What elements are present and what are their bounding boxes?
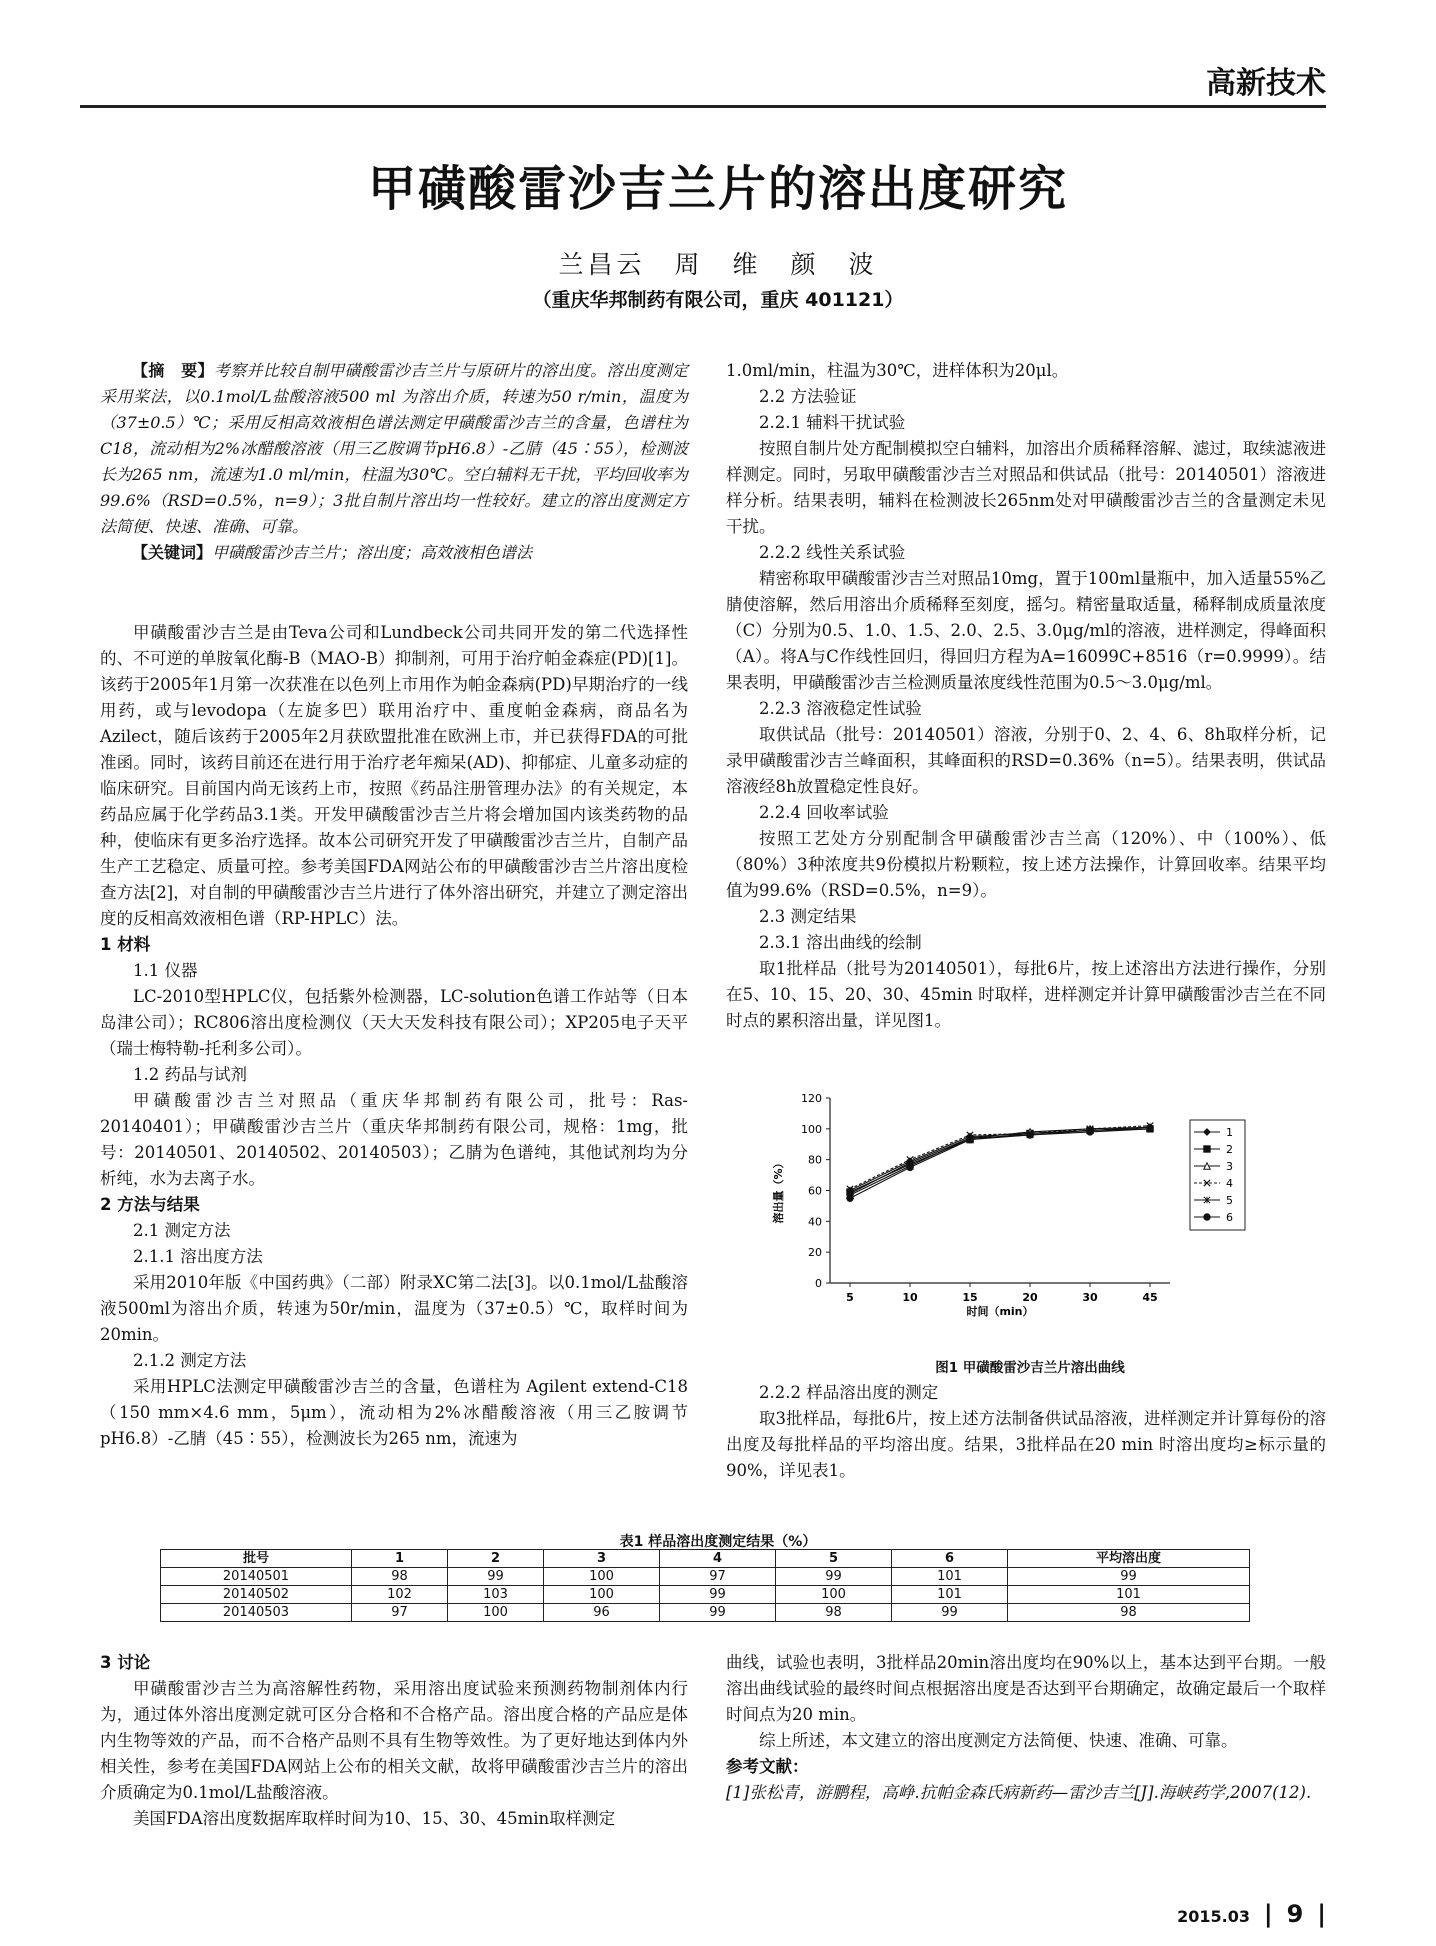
table-caption: 表1 样品溶出度测定结果（%） xyxy=(619,1534,817,1550)
footer-divider: | xyxy=(1308,1900,1326,1928)
table-cell: 20140502 xyxy=(161,1586,352,1604)
table-cell: 20140501 xyxy=(161,1568,352,1586)
table-header-cell: 4 xyxy=(660,1550,776,1568)
issue-date: 2015.03 xyxy=(1177,1907,1250,1926)
data-point xyxy=(1087,1129,1093,1135)
table-cell: 99 xyxy=(448,1568,544,1586)
discussion-left xyxy=(100,1650,688,1832)
page-number: 9 xyxy=(1286,1900,1304,1928)
legend-label: 5 xyxy=(1226,1194,1233,1207)
legend-label: 6 xyxy=(1226,1211,1233,1224)
table-header-cell: 2 xyxy=(448,1550,544,1568)
paragraph-continued: 1.0ml/min，柱温为30℃，进样体积为20μl。 xyxy=(726,361,1069,380)
table-cell: 100 xyxy=(544,1568,660,1586)
reagents-paragraph: 甲磺酸雷沙吉兰对照品（重庆华邦制药有限公司，批号：Ras-20140401）；甲磺酸雷沙吉兰片（重庆华邦制药有限公司，规格：1mg，批号：20140501、20140502、20140503）；乙腈为色谱纯，其他试剂均为分析纯，水为去离子水。 xyxy=(100,1091,688,1188)
results-table xyxy=(160,1549,1250,1622)
footer-divider: | xyxy=(1255,1900,1282,1928)
left-column xyxy=(100,620,688,1452)
table-cell: 99 xyxy=(776,1568,892,1586)
discussion-paragraph-3: 曲线，试验也表明，3批样品20min溶出度均在90%以上，基本达到平台期。一般溶出曲线试验的最终时间点根据溶出度是否达到平台期确定，故确定最后一个取样时间点为20 min。 xyxy=(726,1653,1326,1724)
heading-2-2-4: 2.2.4 回收率试验 xyxy=(759,803,889,822)
table-cell: 101 xyxy=(892,1586,1008,1604)
legend-label: 3 xyxy=(1226,1160,1233,1173)
paragraph-2-2-3: 取供试品（批号：20140501）溶液，分别于0、2、4、6、8h取样分析，记录甲磺酸雷沙吉兰峰面积，其峰面积的RSD=0.36%（n=5）。结果表明，供试品溶液经8h放置稳定性良好。 xyxy=(726,725,1326,796)
table-cell: 20140503 xyxy=(161,1604,352,1622)
heading-2-1-2: 2.1.2 测定方法 xyxy=(133,1351,247,1370)
table-cell: 98 xyxy=(776,1604,892,1622)
table-cell: 100 xyxy=(544,1586,660,1604)
table-header-cell: 1 xyxy=(352,1550,448,1568)
x-axis-label: 时间（min） xyxy=(966,1305,1034,1318)
x-tick-label: 10 xyxy=(902,1291,918,1304)
data-point xyxy=(1204,1214,1210,1220)
table-cell: 99 xyxy=(892,1604,1008,1622)
right-column xyxy=(726,358,1326,1034)
reference-1: [1]张松青，游鹏程，高峥.抗帕金森氏病新药—雷沙吉兰[J].海峡药学,2007(12). xyxy=(726,1783,1312,1802)
table-row xyxy=(161,1604,1250,1622)
abstract-block xyxy=(100,358,688,566)
paragraph-2-2-4: 按照工艺处方分别配制含甲磺酸雷沙吉兰高（120%）、中（100%）、低（80%）3种浓度共9份模拟片粉颗粒，按上述方法操作，计算回收率。结果平均值为99.6%（RSD=0.5%，n=9）。 xyxy=(726,829,1326,900)
y-tick-label: 20 xyxy=(808,1246,822,1260)
data-point xyxy=(1204,1146,1210,1152)
heading-2-1: 2.1 测定方法 xyxy=(133,1221,231,1240)
table-cell: 97 xyxy=(352,1604,448,1622)
x-tick-label: 5 xyxy=(846,1291,854,1304)
paragraph-2-2-1: 按照自制片处方配制模拟空白辅料，加溶出介质稀释溶解、滤过，取续滤液进样测定。同时，另取甲磺酸雷沙吉兰对照品和供试品（批号：20140501）溶液进样分析。结果表明，辅料在检测波长265nm处对甲磺酸雷沙吉兰的含量测定未见干扰。 xyxy=(726,439,1326,536)
series-line xyxy=(850,1129,1150,1194)
series-line xyxy=(850,1129,1150,1198)
heading-instruments: 1.1 仪器 xyxy=(133,961,198,980)
y-tick-label: 120 xyxy=(801,1092,822,1105)
page-title: 甲磺酸雷沙吉兰片的溶出度研究 xyxy=(367,161,1068,217)
heading-2-2: 2.2 方法验证 xyxy=(759,387,857,406)
legend-label: 4 xyxy=(1226,1177,1233,1190)
table-cell: 96 xyxy=(544,1604,660,1622)
table-cell: 100 xyxy=(776,1586,892,1604)
y-tick-label: 80 xyxy=(808,1153,822,1167)
heading-2-2-2: 2.2.2 线性关系试验 xyxy=(759,543,906,562)
paragraph-2-1-1: 采用2010年版《中国药典》（二部）附录ⅩC第二法[3]。以0.1mol/L盐酸溶液500ml为溶出介质，转速为50r/min，温度为（37±0.5）℃，取样时间为20min。 xyxy=(100,1273,688,1344)
table-header-cell: 5 xyxy=(776,1550,892,1568)
table-header-row xyxy=(161,1550,1250,1568)
data-point xyxy=(967,1136,973,1142)
heading-methods: 2 方法与结果 xyxy=(100,1195,200,1214)
legend-box xyxy=(1190,1120,1245,1230)
right-column-lower xyxy=(726,1380,1326,1484)
table-cell: 99 xyxy=(660,1604,776,1622)
references-heading: 参考文献： xyxy=(726,1757,809,1776)
table-header-cell: 3 xyxy=(544,1550,660,1568)
table-cell: 100 xyxy=(448,1604,544,1622)
data-point xyxy=(907,1164,913,1170)
keywords-label: 【关键词】 xyxy=(132,543,213,562)
header-rule xyxy=(80,105,1326,108)
abstract-text: 考察并比较自制甲磺酸雷沙吉兰片与原研片的溶出度。溶出度测定采用桨法，以0.1mol/L盐酸溶液500 ml 为溶出介质，转速为50 r/min，温度为（37±0.5）℃；采用反相高效液相色谱法测定甲磺酸雷沙吉兰的含量，色谱柱为C18，流动相为2%冰醋酸溶液（用三乙胺调节pH6.8）-乙腈（45∶55），检测波长为265 nm，流速为1.0 ml/min，柱温为30℃。空白辅料无干扰，平均回收率为99.6%（RSD=0.5%，n=9）；3批自制片溶出均一性较好。建立的溶出度测定方法简便、快速、准确、可靠。 xyxy=(100,361,688,536)
table-cell: 98 xyxy=(352,1568,448,1586)
table-cell: 102 xyxy=(352,1586,448,1604)
y-tick-label: 40 xyxy=(808,1215,822,1229)
y-tick-label: 100 xyxy=(801,1122,822,1136)
x-tick-label: 15 xyxy=(962,1291,978,1304)
heading-2-2-1: 2.2.1 辅料干扰试验 xyxy=(759,413,906,432)
authors: 兰昌云 周 维 颜 波 xyxy=(558,250,878,279)
paragraph-2-2-2: 精密称取甲磺酸雷沙吉兰对照品10mg，置于100ml量瓶中，加入适量55%乙腈使溶解，然后用溶出介质稀释至刻度，摇匀。精密量取适量，稀释制成质量浓度（C）分别为0.5、1.0、1.5、2.0、2.5、3.0μg/ml的溶液，进样测定，得峰面积（A）。将A与C作线性回归，得回归方程为A=16099C+8516（r=0.9999）。结果表明，甲磺酸雷沙吉兰检测质量浓度线性范围为0.5～3.0μg/ml。 xyxy=(726,569,1326,692)
paragraph-2-1-2: 采用HPLC法测定甲磺酸雷沙吉兰的含量，色谱柱为 Agilent extend-C18（150 mm×4.6 mm，5μm），流动相为2%冰醋酸溶液（用三乙胺调节pH6.8）-乙腈（45∶55），检测波长为265 nm，流速为 xyxy=(100,1377,688,1448)
heading-materials: 1 材料 xyxy=(100,935,151,954)
heading-2-1-1: 2.1.1 溶出度方法 xyxy=(133,1247,263,1266)
legend-label: 2 xyxy=(1226,1143,1233,1156)
table-row xyxy=(161,1586,1250,1604)
data-point xyxy=(1147,1126,1153,1132)
y-tick-label: 0 xyxy=(815,1277,822,1290)
table-header-cell: 平均溶出度 xyxy=(1008,1550,1250,1568)
table-cell: 101 xyxy=(892,1568,1008,1586)
table-cell: 103 xyxy=(448,1586,544,1604)
paragraph-2-3-1: 取1批样品（批号为20140501），每批6片，按上述溶出方法进行操作，分别在5、10、15、20、30、45min 时取样，进样测定并计算甲磺酸雷沙吉兰在不同时点的累积溶出量，详见图1。 xyxy=(726,959,1326,1030)
heading-2-3: 2.3 测定结果 xyxy=(759,907,857,926)
table-cell: 99 xyxy=(1008,1568,1250,1586)
table-header-cell: 6 xyxy=(892,1550,1008,1568)
keywords-text: 甲磺酸雷沙吉兰片；溶出度；高效液相色谱法 xyxy=(212,543,533,562)
y-axis-label: 溶出量（%） xyxy=(772,1157,785,1224)
heading-2-2-3: 2.2.3 溶液稳定性试验 xyxy=(759,699,922,718)
intro-paragraph: 甲磺酸雷沙吉兰是由Teva公司和Lundbeck公司共同开发的第二代选择性的、不可逆的单胺氧化酶-B（MAO-B）抑制剂，可用于治疗帕金森症(PD)[1]。该药于2005年1月第一次获准在以色列上市用作为帕金森病(PD)早期治疗的一线用药，或与levodopa（左旋多巴）联用治疗中、重度帕金森病，商品名为Azilect，随后该药于2005年2月获欧盟批准在欧洲上市，并已获得FDA的可批准函。同时，该药目前还在进行用于治疗老年痴呆(AD)、抑郁症、儿童多动症的临床研究。目前国内尚无该药上市，按照《药品注册管理办法》的有关规定，本药品应属于化学药品3.1类。开发甲磺酸雷沙吉兰片将会增加国内该类药物的品种，使临床有更多治疗选择。故本公司研究开发了甲磺酸雷沙吉兰片，自制产品生产工艺稳定、质量可控。参考美国FDA网站公布的甲磺酸雷沙吉兰片溶出度检查方法[2]，对自制的甲磺酸雷沙吉兰片进行了体外溶出研究，并建立了测定溶出度的反相高效液相色谱（RP-HPLC）法。 xyxy=(100,623,688,928)
x-tick-label: 30 xyxy=(1082,1291,1098,1304)
table-cell: 98 xyxy=(1008,1604,1250,1622)
instruments-paragraph: LC-2010型HPLC仪，包括紫外检测器，LC-solution色谱工作站等（日本岛津公司）；RC806溶出度检测仪（天大天发科技有限公司）；XP205电子天平（瑞士梅特勒-托利多公司）。 xyxy=(100,987,688,1058)
data-point xyxy=(1204,1197,1210,1203)
data-point xyxy=(1027,1132,1033,1138)
abstract-label: 【摘 要】 xyxy=(132,361,214,380)
heading-2-3-1: 2.3.1 溶出曲线的绘制 xyxy=(759,933,922,952)
discussion-paragraph-4: 综上所述，本文建立的溶出度测定方法简便、快速、准确、可靠。 xyxy=(759,1731,1238,1750)
table-row xyxy=(161,1568,1250,1586)
page-footer xyxy=(1177,1900,1326,1928)
series-line xyxy=(850,1129,1150,1192)
x-tick-label: 20 xyxy=(1022,1291,1038,1304)
table-cell: 97 xyxy=(660,1568,776,1586)
y-tick-label: 60 xyxy=(808,1184,822,1198)
figure-caption: 图1 甲磺酸雷沙吉兰片溶出曲线 xyxy=(935,1360,1125,1376)
section-tag: 高新技术 xyxy=(1206,66,1326,101)
heading-discussion: 3 讨论 xyxy=(100,1653,151,1672)
heading-sample-dissolution: 2.2.2 样品溶出度的测定 xyxy=(759,1383,939,1402)
legend-label: 1 xyxy=(1226,1126,1233,1139)
discussion-right xyxy=(726,1650,1326,1806)
paragraph-sample-dissolution: 取3批样品，每批6片，按上述方法制备供试品溶液，进样测定并计算每份的溶出度及每批样品的平均溶出度。结果，3批样品在20 min 时溶出度均≥标示量的90%，详见表1。 xyxy=(726,1409,1326,1480)
chart-svg xyxy=(760,1090,1300,1345)
table-header-cell: 批号 xyxy=(161,1550,352,1568)
table-cell: 101 xyxy=(1008,1586,1250,1604)
discussion-paragraph-2: 美国FDA溶出度数据库取样时间为10、15、30、45min取样测定 xyxy=(133,1809,616,1828)
heading-reagents: 1.2 药品与试剂 xyxy=(133,1065,247,1084)
data-point xyxy=(847,1195,853,1201)
dissolution-chart xyxy=(760,1090,1300,1345)
affiliation: （重庆华邦制药有限公司，重庆 401121） xyxy=(532,289,904,311)
discussion-paragraph-1: 甲磺酸雷沙吉兰为高溶解性药物，采用溶出度试验来预测药物制剂体内行为，通过体外溶出度测定就可区分合格和不合格产品。溶出度合格的产品应是体内生物等效的产品，而不合格产品则不具有生物等效性。为了更好地达到体内外相关性，参考在美国FDA网站上公布的相关文献，故将甲磺酸雷沙吉兰片的溶出介质确定为0.1mol/L盐酸溶液。 xyxy=(100,1679,688,1802)
table-cell: 99 xyxy=(660,1586,776,1604)
x-tick-label: 45 xyxy=(1142,1291,1158,1304)
